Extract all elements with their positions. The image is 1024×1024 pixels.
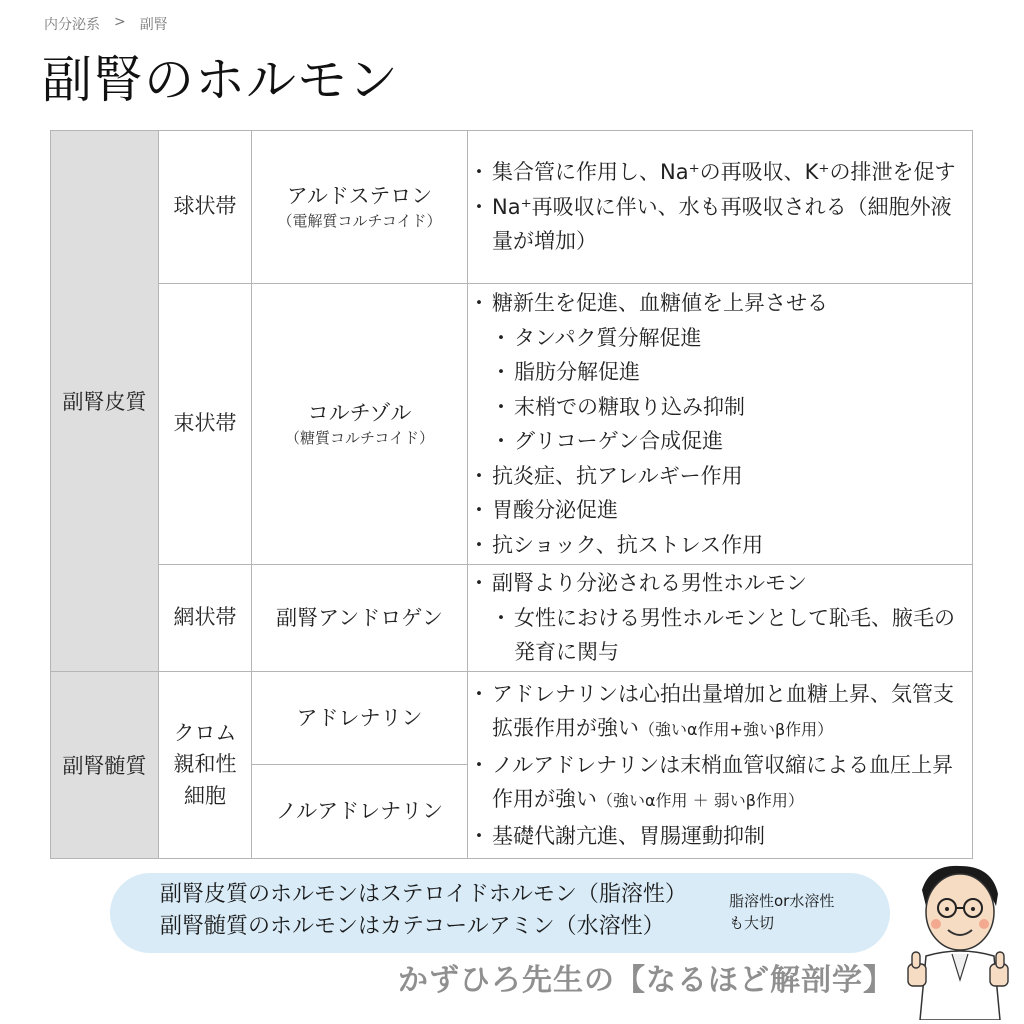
effect-subitem: ・ 末梢での糖取り込み抑制 [468, 390, 972, 425]
effect-subitem: ・ グリコーゲン合成促進 [468, 424, 972, 459]
note-text [160, 879, 687, 943]
effect-text: アドレナリンは心拍出量増加と血糖上昇、気管支拡張作用が強い [492, 681, 954, 741]
note-line-medulla: 副腎髄質のホルモンはカテコールアミン（水溶性） [160, 914, 665, 939]
note-side-text [729, 890, 834, 934]
breadcrumb [44, 14, 168, 34]
zone-cell: 球状帯 [159, 131, 252, 284]
effect-item [468, 748, 972, 819]
effect-subitem: ・ 脂肪分解促進 [468, 355, 972, 390]
hormone-name: ノルアドレナリン [275, 799, 444, 824]
effect-item: ・ 副腎より分泌される男性ホルモン [468, 566, 972, 601]
effect-item [468, 819, 972, 854]
table-row [51, 672, 973, 765]
hormone-cell [252, 672, 468, 765]
effect-subitem: ・ 女性における男性ホルモンとして恥毛、腋毛の発育に関与 [468, 601, 972, 670]
hormone-name: コルチゾル [307, 400, 412, 425]
effects-list [468, 566, 972, 670]
cell-type-line: クロム [173, 720, 237, 745]
table-row [51, 565, 973, 672]
breadcrumb-separator: > [114, 14, 126, 30]
cell-type-line: 細胞 [184, 783, 226, 808]
hormone-cell [252, 565, 468, 672]
cell-type-line: 親和性 [173, 752, 237, 777]
effects-cell [468, 131, 973, 284]
effects-list [468, 155, 972, 259]
table-row [51, 284, 973, 565]
breadcrumb-parent-link[interactable]: 内分泌系 [44, 17, 100, 33]
hormone-cell [252, 765, 468, 859]
effects-cell [468, 565, 973, 672]
hormone-cell [252, 131, 468, 284]
effect-note: （強いα作用 ＋ 弱いβ作用） [597, 791, 804, 811]
region-cell-medulla: 副腎髄質 [51, 672, 159, 859]
effect-text: ノルアドレナリンは末梢血管収縮による血圧上昇作用が強い [492, 752, 954, 812]
effect-item [468, 677, 972, 748]
page-title: 副腎のホルモン [42, 51, 399, 109]
effects-list [468, 286, 972, 562]
effect-item: ・ 抗炎症、抗アレルギー作用 [468, 459, 972, 494]
hormone-subtitle: （糖質コルチコイド） [285, 429, 434, 448]
note-line-cortex: 副腎皮質のホルモンはステロイドホルモン（脂溶性） [160, 882, 687, 907]
cell-type-cell [159, 672, 252, 859]
effect-item: ・ 胃酸分泌促進 [468, 493, 972, 528]
effects-list [468, 677, 972, 854]
effect-item: ・ Na⁺再吸収に伴い、水も再吸収される（細胞外液量が増加） [468, 190, 972, 259]
hormone-table [50, 130, 973, 859]
hormone-subtitle: （電解質コルチコイド） [277, 212, 442, 231]
note-side-line: も大切 [729, 914, 775, 932]
region-cell-cortex: 副腎皮質 [51, 131, 159, 672]
brand-footer: かずひろ先生の【なるほど解剖学】 [398, 963, 894, 998]
hormone-name: アドレナリン [296, 705, 423, 730]
hormone-name: アルドステロン [286, 183, 433, 208]
effects-cell [468, 284, 973, 565]
hormone-name: 副腎アンドロゲン [276, 605, 443, 630]
table-row [51, 131, 973, 284]
effect-item: ・ 糖新生を促進、血糖値を上昇させる [468, 286, 972, 321]
effects-cell [468, 672, 973, 859]
zone-cell: 網状帯 [159, 565, 252, 672]
note-side-line: 脂溶性or水溶性 [729, 892, 835, 910]
effect-text: 基礎代謝亢進、胃腸運動抑制 [492, 823, 765, 848]
effect-subitem: ・ タンパク質分解促進 [468, 321, 972, 356]
hormone-cell [252, 284, 468, 565]
doctor-mascot-thumbs-up-icon [900, 860, 1015, 1020]
effect-note: （強いα作用+強いβ作用） [639, 720, 834, 740]
effect-item: ・ 抗ショック、抗ストレス作用 [468, 528, 972, 563]
effect-item: ・ 集合管に作用し、Na⁺の再吸収、K⁺の排泄を促す [468, 155, 972, 190]
zone-cell: 束状帯 [159, 284, 252, 565]
breadcrumb-current: 副腎 [139, 17, 168, 33]
